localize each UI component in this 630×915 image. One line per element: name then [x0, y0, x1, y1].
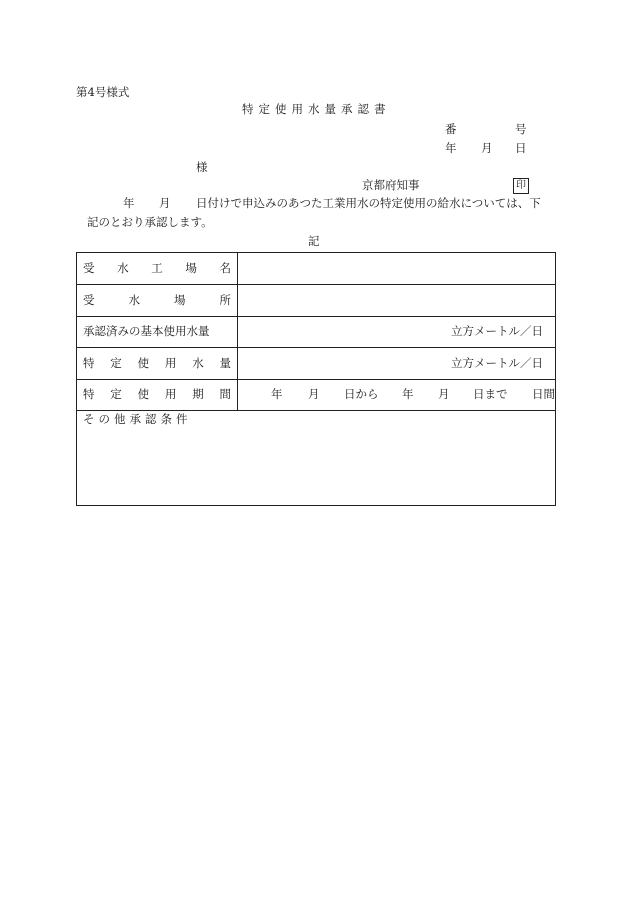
- row-divider: [77, 347, 555, 348]
- period-days: 日間: [532, 387, 555, 401]
- label-receiving-factory: 受 水 工 場 名: [83, 261, 231, 275]
- period-start-month: 月: [308, 387, 320, 401]
- form-number: 第4号様式: [76, 85, 130, 99]
- row-divider: [77, 316, 555, 317]
- date-month: 月: [481, 141, 493, 155]
- number-suffix: 号: [515, 122, 527, 136]
- number-label: 番: [445, 122, 457, 136]
- approval-table: [76, 252, 556, 506]
- date-day: 日: [515, 141, 527, 155]
- label-approved-base-volume: 承認済みの基本使用水量: [83, 324, 210, 338]
- body-line2: 記のとおり承認します。: [87, 215, 213, 229]
- label-specific-period: 特 定 使 用 期 間: [83, 387, 231, 401]
- period-end-day: 日まで: [473, 387, 508, 401]
- unit-approved-base-volume: 立方メートル／日: [451, 324, 543, 338]
- label-receiving-location: 受 水 場 所: [83, 293, 231, 307]
- issuer: 京都府知事: [362, 178, 420, 192]
- seal-mark: 印: [513, 178, 529, 194]
- period-start-year: 年: [271, 387, 283, 401]
- date-year: 年: [445, 141, 457, 155]
- unit-specific-volume: 立方メートル／日: [451, 356, 543, 370]
- label-specific-volume: 特 定 使 用 水 量: [83, 356, 231, 370]
- row-divider: [77, 379, 555, 380]
- body-year: 年: [123, 196, 135, 210]
- label-other-conditions: その他承認条件: [83, 412, 192, 426]
- period-end-year: 年: [402, 387, 414, 401]
- row-divider: [77, 410, 555, 411]
- body-month: 月: [159, 196, 171, 210]
- row-divider: [77, 284, 555, 285]
- period-start-day: 日から: [344, 387, 379, 401]
- period-end-month: 月: [438, 387, 450, 401]
- addressee-suffix: 様: [196, 160, 208, 174]
- ki-heading: 記: [308, 234, 320, 248]
- body-line1: 日付けで申込みのあつた工業用水の特定使用の給水については、下: [196, 196, 541, 210]
- document-title: 特定使用水量承認書: [242, 102, 391, 116]
- column-divider: [237, 253, 238, 411]
